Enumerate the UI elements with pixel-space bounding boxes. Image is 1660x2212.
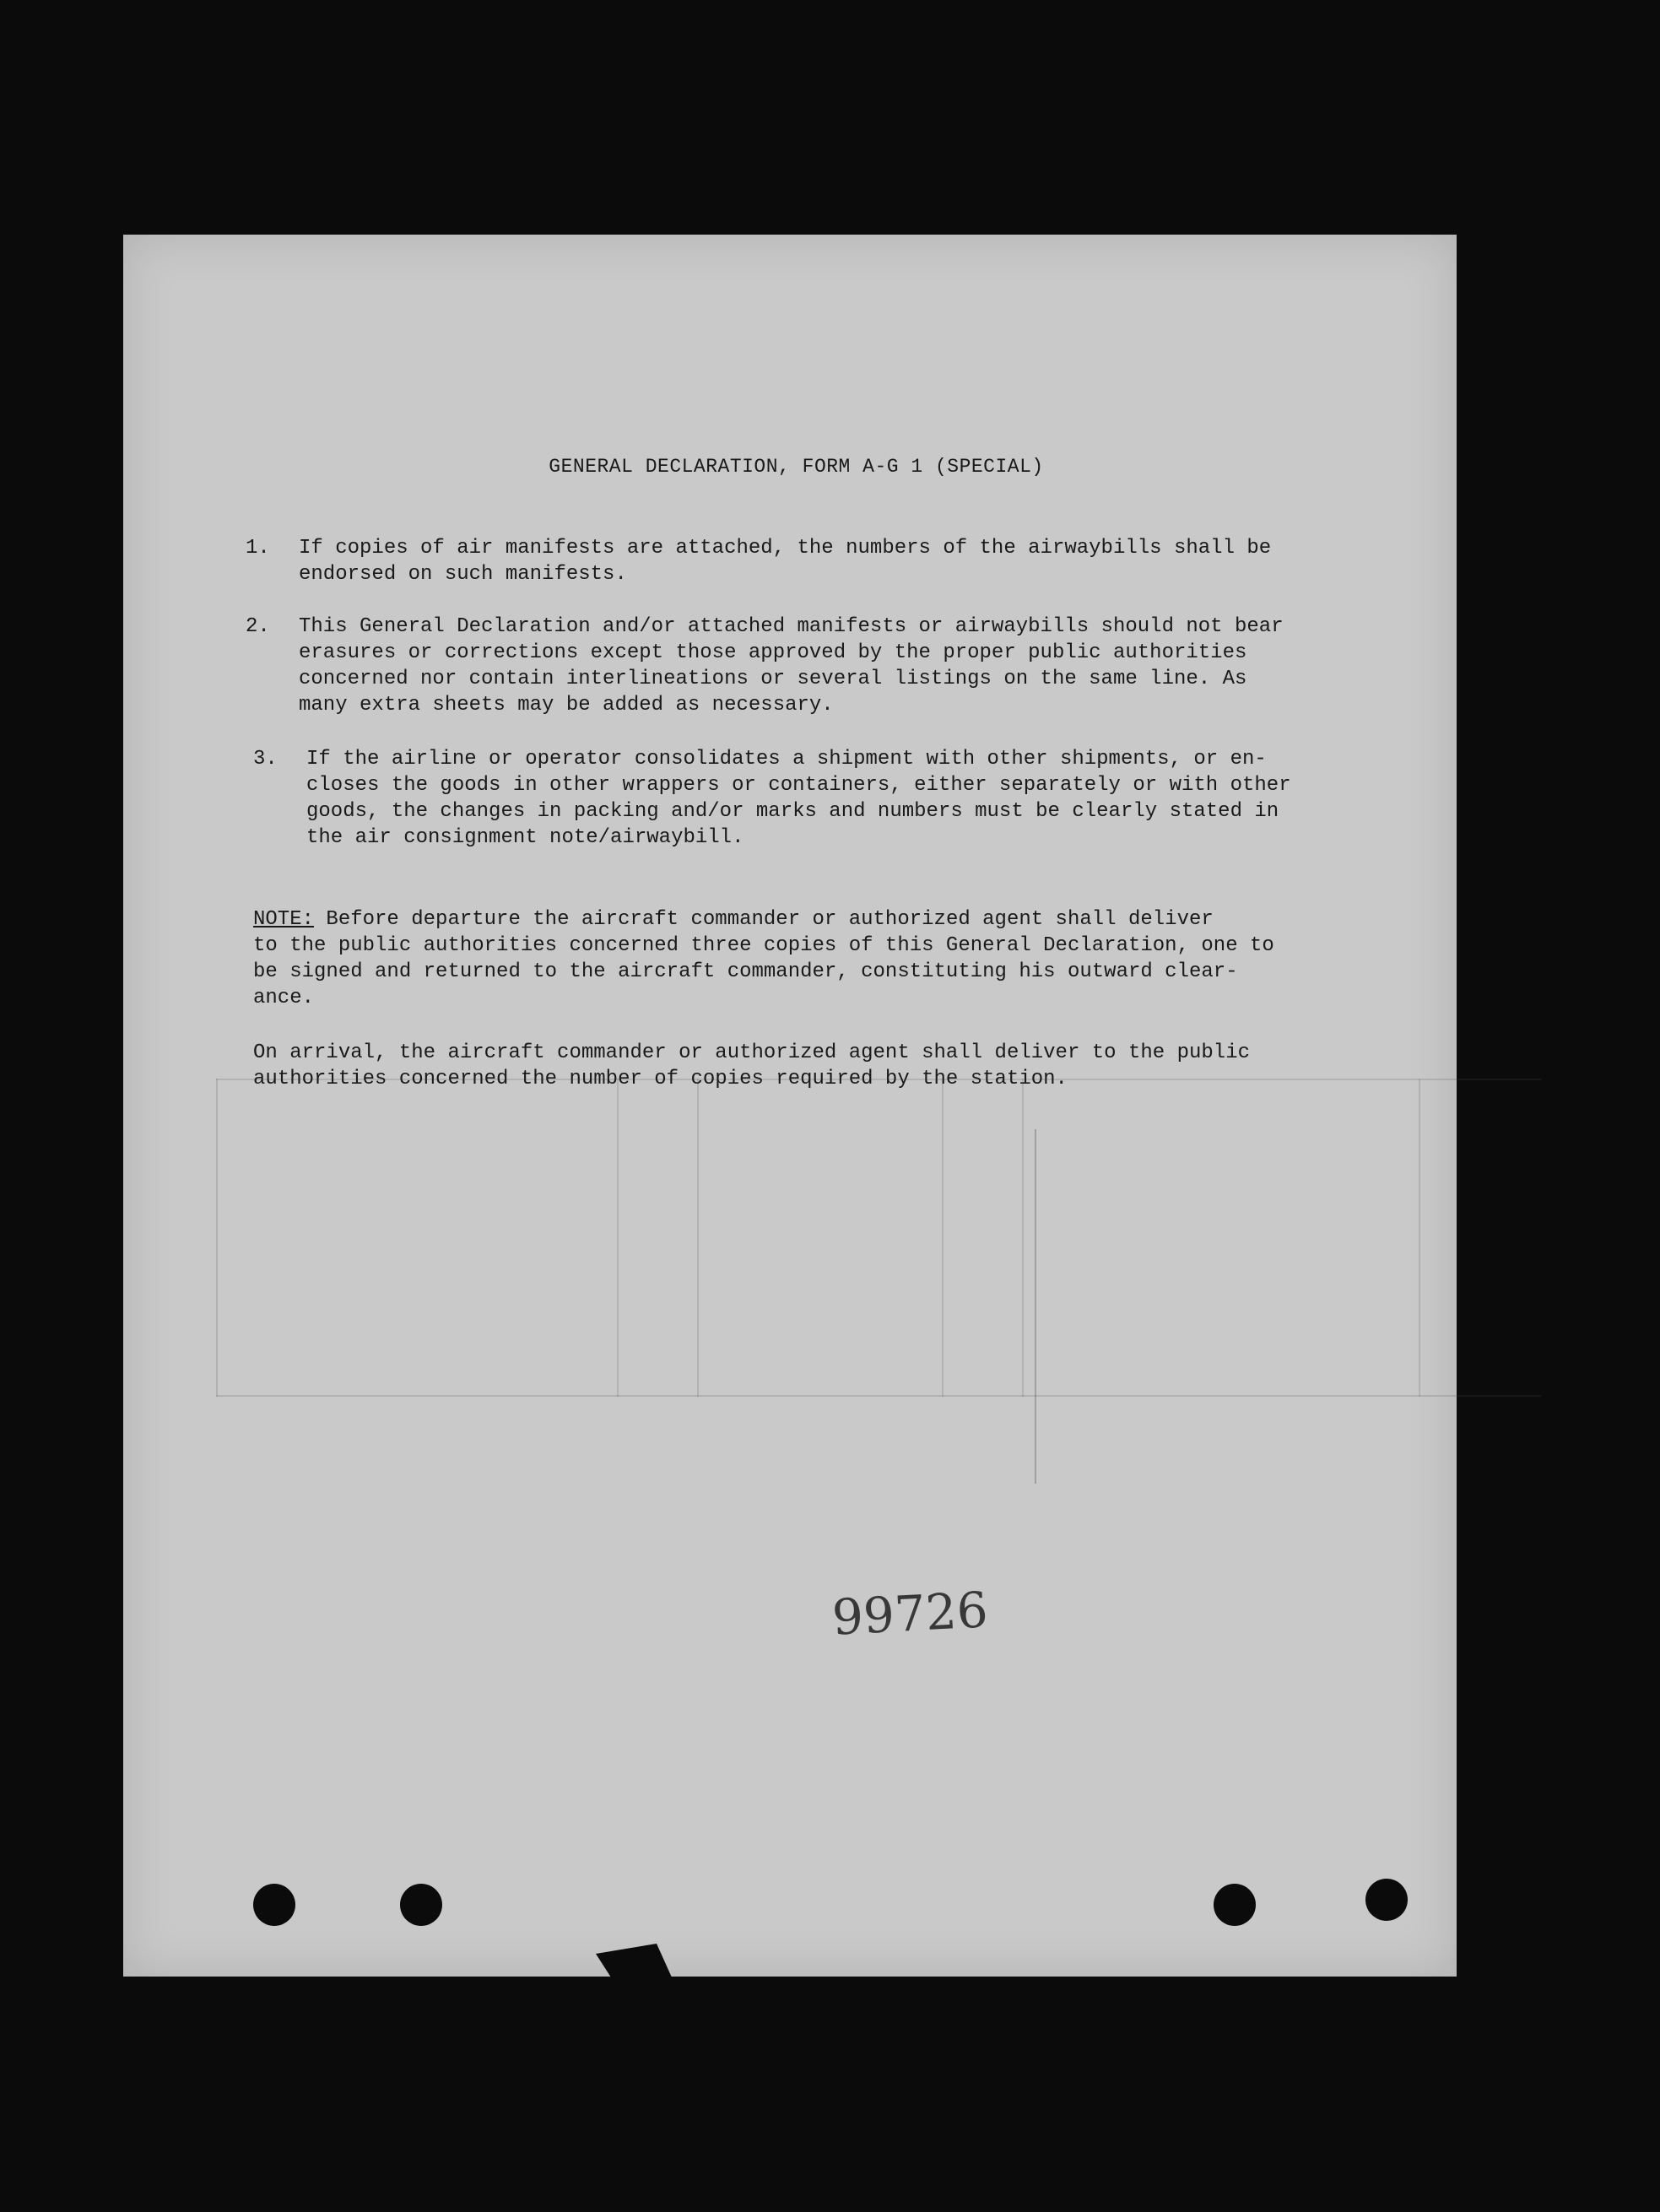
- handwritten-mark: [1035, 1129, 1138, 1484]
- item-text: This General Declaration and/or attached manifests or airwaybills should not bear erasures or corrections except those approved by the proper public authorities concerned nor contain interlineations or several listings on the same line. As many extra sheets may be added as necessary.: [299, 615, 1284, 717]
- list-item: [246, 535, 1503, 587]
- handwritten-number: 99726: [830, 1581, 990, 1647]
- bleed-through-line: [942, 1079, 944, 1397]
- list-item: [253, 746, 1511, 851]
- arrival-paragraph: On arrival, the aircraft commander or authorized agent shall deliver to the public authorities concerned the number of copies required by the station.: [253, 1041, 1250, 1090]
- item-number: 3.: [253, 748, 278, 771]
- document-page: [123, 235, 1457, 1977]
- paper-tear: [596, 1944, 672, 1977]
- item-number: 1.: [246, 537, 270, 560]
- page-content: [123, 235, 1457, 1977]
- item-text: If the airline or operator consolidates a shipment with other shipments, or en- closes the goods in other wrappers or containers, either separately or with other goods, the changes in packing and/or marks and numbers must be clearly stated in the air consignment note/airwaybill.: [306, 748, 1291, 849]
- note-text: Before departure the aircraft commander or authorized agent shall deliver to the public authorities concerned three copies of this General Declaration, one to be signed and returned to the aircraft commander, constituting his outward clear- ance.: [253, 908, 1274, 1009]
- bleed-through-line: [1022, 1079, 1024, 1397]
- bleed-through-line: [216, 1079, 218, 1397]
- item-number: 2.: [246, 615, 270, 638]
- bleed-through-line: [697, 1079, 699, 1397]
- note-label: NOTE:: [253, 908, 315, 931]
- bleed-through-line: [617, 1079, 619, 1397]
- bleed-through-line: [1419, 1079, 1420, 1397]
- note-paragraph: [253, 906, 1511, 1011]
- punch-hole: [253, 1884, 295, 1926]
- punch-hole: [400, 1884, 442, 1926]
- punch-hole: [1365, 1879, 1408, 1921]
- list-item: [246, 614, 1503, 718]
- punch-hole: [1214, 1884, 1256, 1926]
- item-text: If copies of air manifests are attached, the numbers of the airwaybills shall be endorsed on such manifests.: [299, 537, 1272, 586]
- bleed-through-line: [216, 1395, 1541, 1397]
- page-title: GENERAL DECLARATION, FORM A-G 1 (SPECIAL): [549, 456, 1044, 478]
